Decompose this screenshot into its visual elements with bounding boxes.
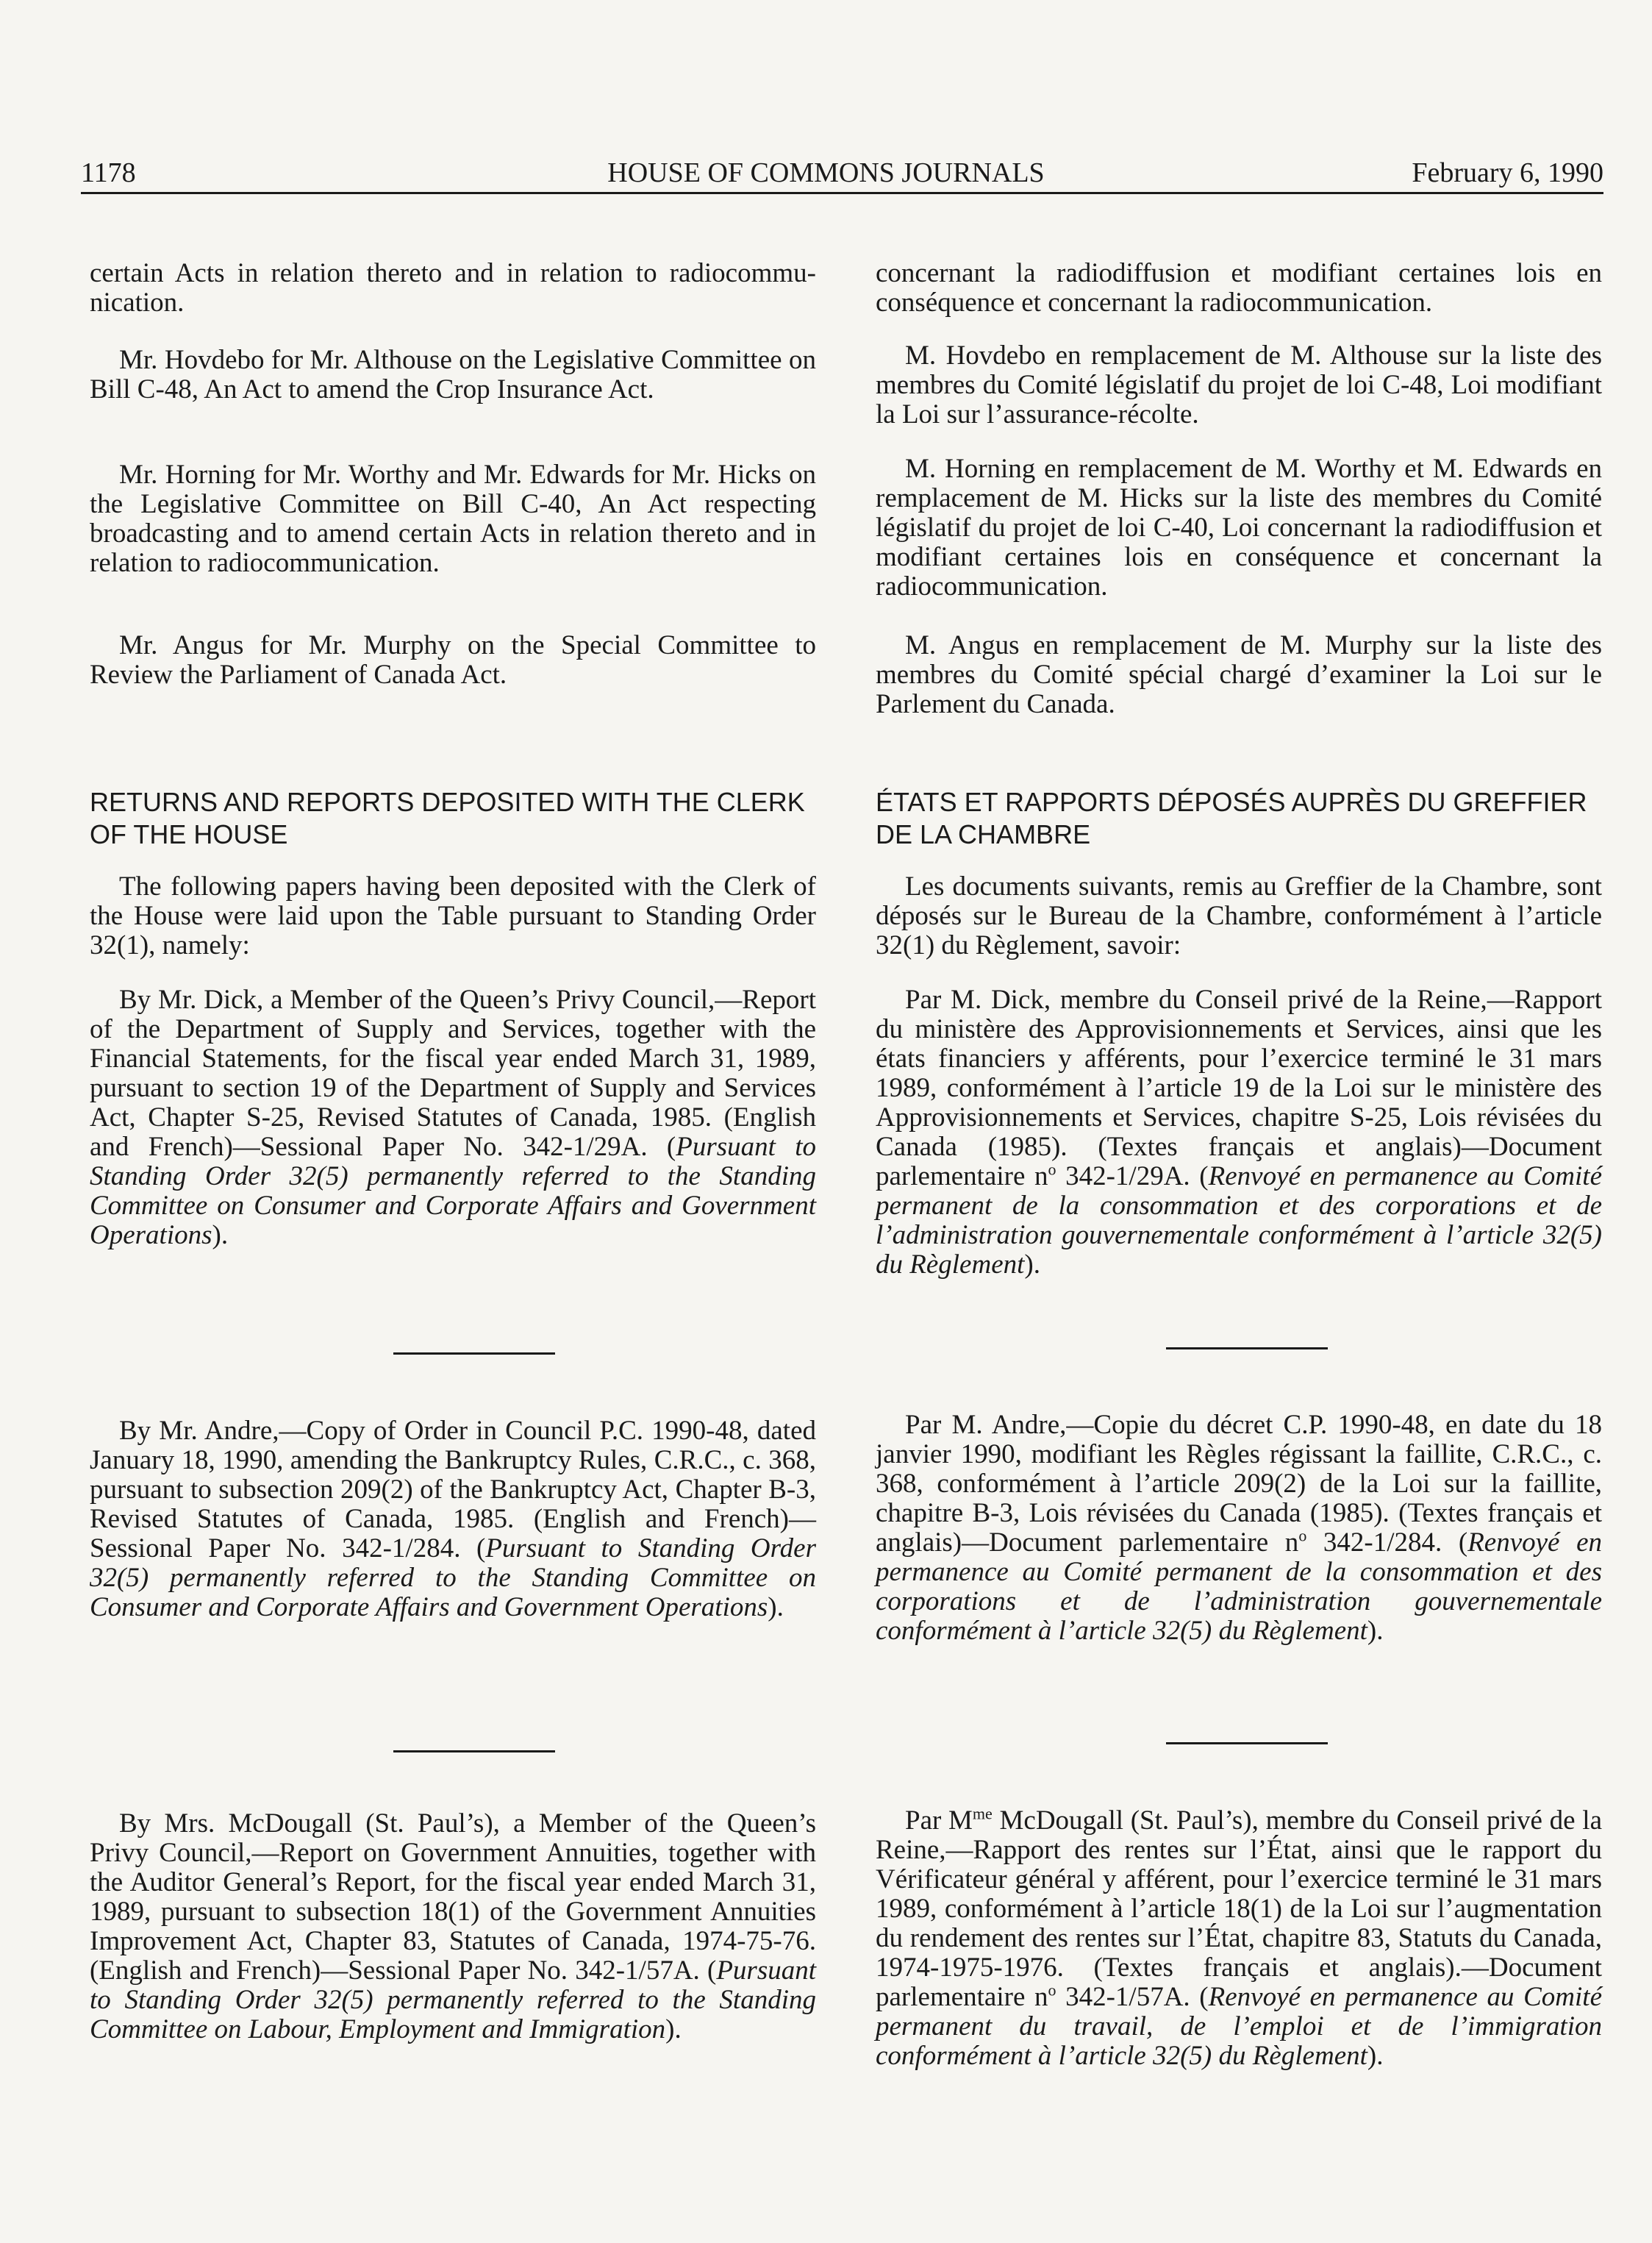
page-number: 1178 <box>81 157 136 188</box>
fr-intro-paragraph: Les documents suivants, remis au Greffier de la Chambre, sont déposés sur le Bureau de la Chambre, conformément à l’article 32(1) du Règlement, savoir: <box>876 871 1602 960</box>
fr-paragraph-hovdebo: M. Hovdebo en remplacement de M. Althouse sur la liste des membres du Comité législatif du projet de loi C-48, Loi modifiant la Loi sur l’assurance-récolte. <box>876 340 1602 429</box>
en-separator-1 <box>393 1352 555 1355</box>
journal-date: February 6, 1990 <box>1412 157 1603 188</box>
en-section-heading: RETURNS AND REPORTS DEPOSITED WITH THE CLERK OF THE HOUSE <box>90 787 805 849</box>
en-paragraph-angus: Mr. Angus for Mr. Murphy on the Special Committee to Review the Parliament of Canada Act. <box>90 630 816 690</box>
en-paragraph-hovdebo: Mr. Hovdebo for Mr. Althouse on the Legislative Committee on Bill C-48, An Act to amend the Crop Insurance Act. <box>90 345 816 404</box>
fr-separator-2 <box>1166 1742 1328 1744</box>
en-separator-2 <box>393 1750 555 1752</box>
fr-separator-1 <box>1166 1347 1328 1349</box>
fr-paragraph-angus: M. Angus en remplacement de M. Murphy sur la liste des membres du Comité spécial chargé d’examiner la Loi sur le Parlement du Canada. <box>876 630 1602 719</box>
en-return-item-mcdougall: By Mrs. McDougall (St. Paul’s), a Member of the Queen’s Privy Council,—Report on Government Annuities, together with the Auditor General’s Report, for the fiscal year ended March 31, 1989, pursuant to subsection 18(1) of the Government Annuities Improvement Act, Chapter 83, Statutes of Canada, 1974-75-76. (English and French)—Sessional Paper No. 342-1/57A. (Pursuant to Standing Order 32(5) permanently referred to the Standing Committee on Labour, Employment and Immigration). <box>90 1808 816 2044</box>
en-return-item-dick: By Mr. Dick, a Member of the Queen’s Privy Council,—Report of the Department of Supply and Services, together with the Financial Statements, for the fiscal year ended March 31, 1989, pursuant to section 19 of the Department of Supply and Services Act, Chapter S-25, Revised Statutes of Canada, 1985. (English and French)—Sessional Paper No. 342-1/29A. (Pursuant to Standing Order 32(5) permanently referred to the Standing Committee on Consumer and Corporate Affairs and Government Operations). <box>90 985 816 1250</box>
en-return-item-andre: By Mr. Andre,—Copy of Order in Council P.C. 1990-48, dated January 18, 1990, amending the Bankruptcy Rules, C.R.C., c. 368, pursuant to subsection 209(2) of the Bankruptcy Act, Chapter B-3, Revised Statutes of Canada, 1985. (English and French)—Sessional Paper No. 342-1/284. (Pursuant to Standing Order 32(5) permanently referred to the Standing Committee on Consumer and Corporate Affairs and Government Operations). <box>90 1416 816 1622</box>
fr-return-item-dick: Par M. Dick, membre du Conseil privé de la Reine,—Rapport du ministère des Approvisionnements et Services, ainsi que les états financiers y afférents, pour l’exercice terminé le 31 mars 1989, conformément à l’article 19 de la Loi sur le ministère des Approvisionnements et Services, chapitre S-25, Lois révisées du Canada (1985). (Textes français et anglais)—Document parlementaire $n^o$ 342-1/29A. (Renvoyé en permanence au Comité permanent de la consommation et des corporations et de l’administration gouvernementale conformément à l’article 32(5) du Règlement). <box>876 985 1602 1280</box>
fr-paragraph-radiocommunication: concernant la radiodiffusion et modifiant certaines lois en conséquence et concernant la radiocommunication. <box>876 258 1602 318</box>
fr-section-heading: ÉTATS ET RAPPORTS DÉPOSÉS AUPRÈS DU GREFFIER DE LA CHAMBRE <box>876 787 1587 849</box>
fr-paragraph-horning: M. Horning en remplacement de M. Worthy et M. Edwards en remplacement de M. Hicks sur la liste des membres du Comité législatif du projet de loi C-40, Loi concernant la radiodiffusion et modifiant certaines lois en conséquence et concernant la radiocommunication. <box>876 454 1602 602</box>
en-paragraph-horning: Mr. Horning for Mr. Worthy and Mr. Edwards for Mr. Hicks on the Legislative Committee on Bill C-40, An Act respecting broadcasting and to amend certain Acts in relation thereto and in relation to radiocommunication. <box>90 460 816 578</box>
en-paragraph-radiocommunication: certain Acts in relation thereto and in relation to radiocommunication. <box>90 258 816 318</box>
journal-title: HOUSE OF COMMONS JOURNALS <box>607 157 1045 188</box>
en-intro-paragraph: The following papers having been deposited with the Clerk of the House were laid upon the Table pursuant to Standing Order 32(1), namely: <box>90 871 816 960</box>
fr-return-item-andre: Par M. Andre,—Copie du décret C.P. 1990-48, en date du 18 janvier 1990, modifiant les Règles régissant la faillite, C.R.C., c. 368, conformément à l’article 209(2) de la Loi sur la faillite, chapitre B-3, Lois révisées du Canada (1985). (Textes français et anglais)—Document parlementaire $n^o$ 342-1/284. (Renvoyé en permanence au Comité permanent de la consommation et des corporations et de l’administration gouvernementale conformément à l’article 32(5) du Règlement). <box>876 1410 1602 1646</box>
header-rule <box>81 192 1603 194</box>
fr-return-item-mcdougall: Par $M^{me}$ McDougall (St. Paul’s), membre du Conseil privé de la Reine,—Rapport des rentes sur l’État, ainsi que le rapport du Vérificateur général y afférent, pour l’exercice terminé le 31 mars 1989, conformément à l’article 18(1) de la Loi sur l’augmentation du rendement des rentes sur l’État, chapitre 83, Statuts du Canada, 1974-1975-1976. (Textes français et anglais).—Document parlementaire $n^o$ 342-1/57A. (Renvoyé en permanence au Comité permanent du travail, de l’emploi et de l’immigration conformément à l’article 32(5) du Règlement). <box>876 1804 1602 2071</box>
